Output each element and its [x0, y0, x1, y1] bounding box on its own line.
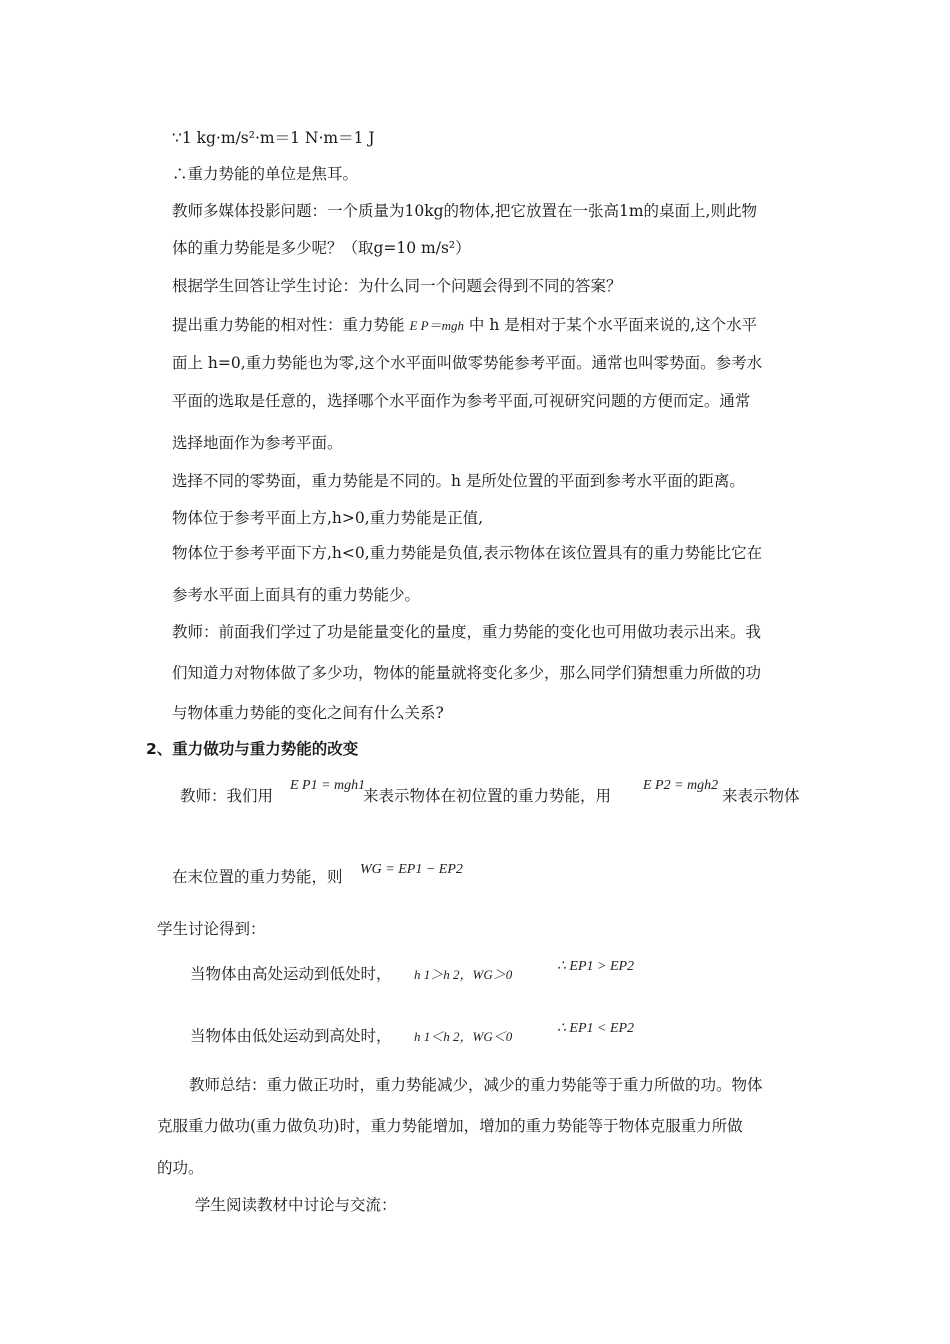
- teacher-line-2: 们知道力对物体做了多少功，物体的能量就将变化多少，那么同学们猜想重力所做的功: [172, 664, 762, 682]
- question-line-2: 体的重力势能是多少呢？（取g=10 m/s²）: [172, 239, 471, 257]
- below-line-2: 参考水平面上面具有的重力势能少。: [172, 586, 421, 604]
- use-text-c: 来表示物体: [722, 787, 800, 805]
- summary-line-2: 克服重力做功(重力做负功)时，重力势能增加，增加的重力势能等于物体克服重力所做: [157, 1117, 743, 1135]
- unit-conclusion: ∴重力势能的单位是焦耳。: [172, 165, 359, 183]
- relativity-line-2: 面上 h=0,重力势能也为零,这个水平面叫做零势能参考平面。通常也叫零势面。参考水: [172, 354, 763, 372]
- section-heading: 2、重力做功与重力势能的改变: [146, 740, 359, 758]
- units-line: ∵1 kg·m/s²·m＝1 N·m＝1 J: [172, 129, 375, 147]
- formula-ep1: E P1 = mgh1: [290, 778, 366, 793]
- summary-line-3: 的功。: [157, 1159, 204, 1177]
- below-line-1: 物体位于参考平面下方,h<0,重力势能是负值,表示物体在该位置具有的重力势能比它在: [172, 544, 763, 562]
- different-zero-line: 选择不同的零势面，重力势能是不同的。h 是所处位置的平面到参考水平面的距离。: [172, 472, 745, 490]
- end-position-text: 在末位置的重力势能，则: [172, 868, 343, 886]
- formula-ep2: E P2 = mgh2: [643, 778, 719, 793]
- case-2-result: ∴ EP1 < EP2: [557, 1021, 635, 1036]
- relativity-line-4: 选择地面作为参考平面。: [172, 434, 343, 452]
- work-formula: WG = EP1 − EP2: [360, 862, 463, 877]
- use-text-b: 来表示物体在初位置的重力势能，用: [363, 787, 612, 805]
- relativity-formula: E P＝mgh: [409, 318, 464, 333]
- case-1-condition: h 1＞h 2，WG＞0: [414, 967, 513, 982]
- discussion-line: 根据学生回答让学生讨论：为什么同一个问题会得到不同的答案？: [172, 277, 622, 295]
- students-get-label: 学生讨论得到：: [157, 920, 266, 938]
- teacher-line-3: 与物体重力势能的变化之间有什么关系?: [172, 704, 444, 722]
- relativity-text-a: 提出重力势能的相对性：重力势能: [172, 316, 405, 334]
- relativity-text-b: 中 h 是相对于某个水平面来说的,这个水平: [468, 316, 758, 334]
- reading-line: 学生阅读教材中讨论与交流：: [195, 1196, 397, 1214]
- question-line-1: 教师多媒体投影问题：一个质量为10kg的物体,把它放置在一张高1m的桌面上,则此物: [172, 202, 757, 220]
- relativity-line-1: [172, 315, 757, 336]
- relativity-line-3: 平面的选取是任意的，选择哪个水平面作为参考平面,可视研究问题的方便而定。通常: [172, 392, 751, 410]
- case-1-text: 当物体由高处运动到低处时，: [190, 965, 392, 983]
- use-text-a: 教师：我们用: [180, 787, 274, 805]
- teacher-line-1: 教师：前面我们学过了功是能量变化的量度，重力势能的变化也可用做功表示出来。我: [172, 623, 762, 641]
- case-2-text: 当物体由低处运动到高处时，: [190, 1027, 392, 1045]
- case-1-result: ∴ EP1 > EP2: [557, 959, 635, 974]
- above-line: 物体位于参考平面上方,h>0,重力势能是正值,: [172, 509, 484, 527]
- case-2-condition: h 1＜h 2，WG＜0: [414, 1029, 513, 1044]
- summary-line-1: 教师总结：重力做正功时，重力势能减少，减少的重力势能等于重力所做的功。物体: [189, 1076, 763, 1094]
